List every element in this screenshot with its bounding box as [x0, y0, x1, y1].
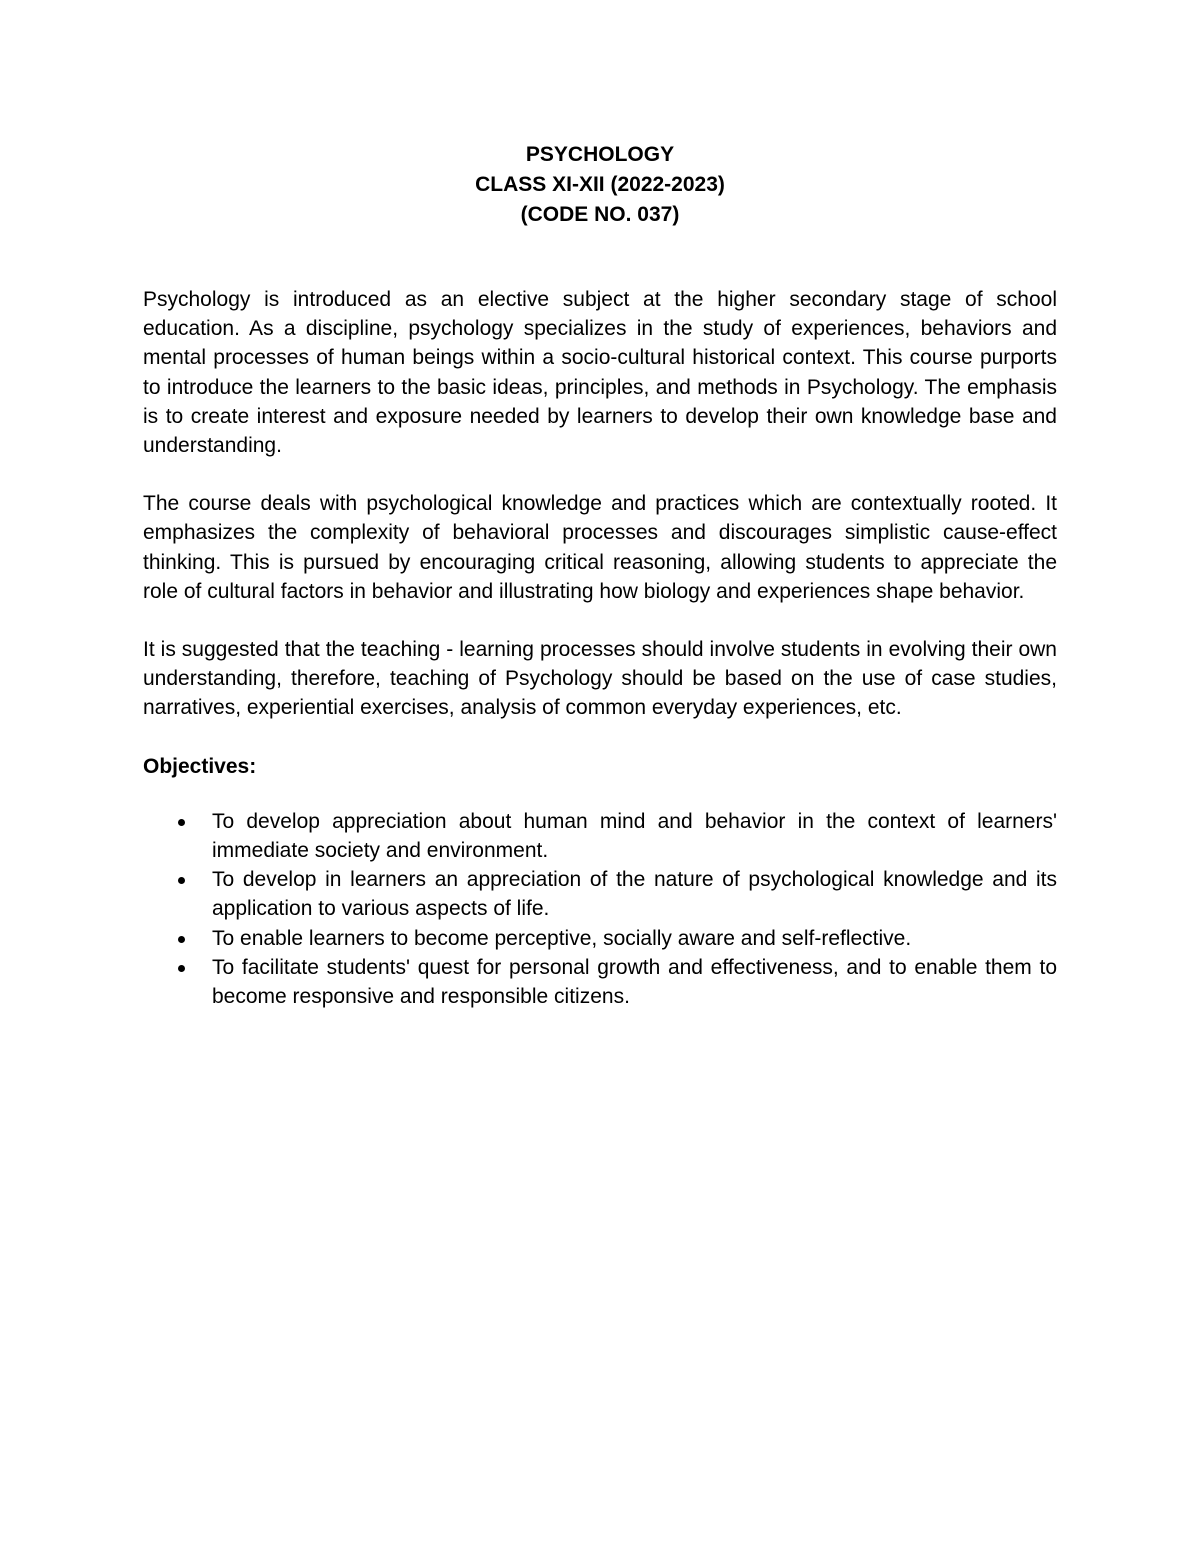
objective-text: To facilitate students' quest for personal growth and effectiveness, and to enable them to become responsive and responsible citizens.	[212, 955, 1057, 1009]
list-item	[143, 865, 1057, 923]
intro-paragraph: Psychology is introduced as an elective subject at the higher secondary stage of school education. As a discipline, psychology specializes in the study of experiences, behaviors and mental processes of human beings within a socio-cultural historical context. This course purports to introduce the learners to the basic ideas, principles, and methods in Psychology. The emphasis is to create interest and exposure needed by learners to develop their own knowledge base and understanding.	[143, 288, 1057, 458]
objective-text: To develop appreciation about human mind and behavior in the context of learners' immediate society and environment.	[212, 809, 1057, 863]
objective-text: To enable learners to become perceptive, socially aware and self-reflective.	[212, 926, 912, 950]
objectives-list	[143, 807, 1057, 1011]
subject-title: PSYCHOLOGY	[525, 143, 675, 166]
bullet-icon	[178, 819, 185, 826]
class-line: CLASS XI-XII (2022-2023)	[475, 173, 725, 196]
bullet-icon	[178, 965, 185, 972]
objective-text: To develop in learners an appreciation of the nature of psychological knowledge and its application to various aspects of life.	[212, 868, 1057, 921]
document-body	[143, 285, 1057, 1011]
objectives-heading: Objectives:	[143, 754, 257, 778]
bullet-icon	[178, 936, 185, 943]
list-item	[143, 807, 1057, 865]
teaching-paragraph: It is suggested that the teaching - learning processes should involve students in evolving their own understanding, therefore, teaching of Psychology should be based on the use of case studies, narratives, experiential exercises, analysis of common everyday experiences, etc.	[143, 638, 1057, 720]
list-item	[143, 953, 1057, 1011]
list-item	[143, 924, 1057, 953]
bullet-icon	[178, 877, 185, 884]
code-line: (CODE NO. 037)	[520, 203, 680, 226]
document-header	[0, 140, 1200, 230]
course-paragraph: The course deals with psychological knowledge and practices which are contextually rooted. It emphasizes the complexity of behavioral processes and discourages simplistic cause-effect thinking. This is pursued by encouraging critical reasoning, allowing students to appreciate the role of cultural factors in behavior and illustrating how biology and experiences shape behavior.	[143, 492, 1057, 603]
